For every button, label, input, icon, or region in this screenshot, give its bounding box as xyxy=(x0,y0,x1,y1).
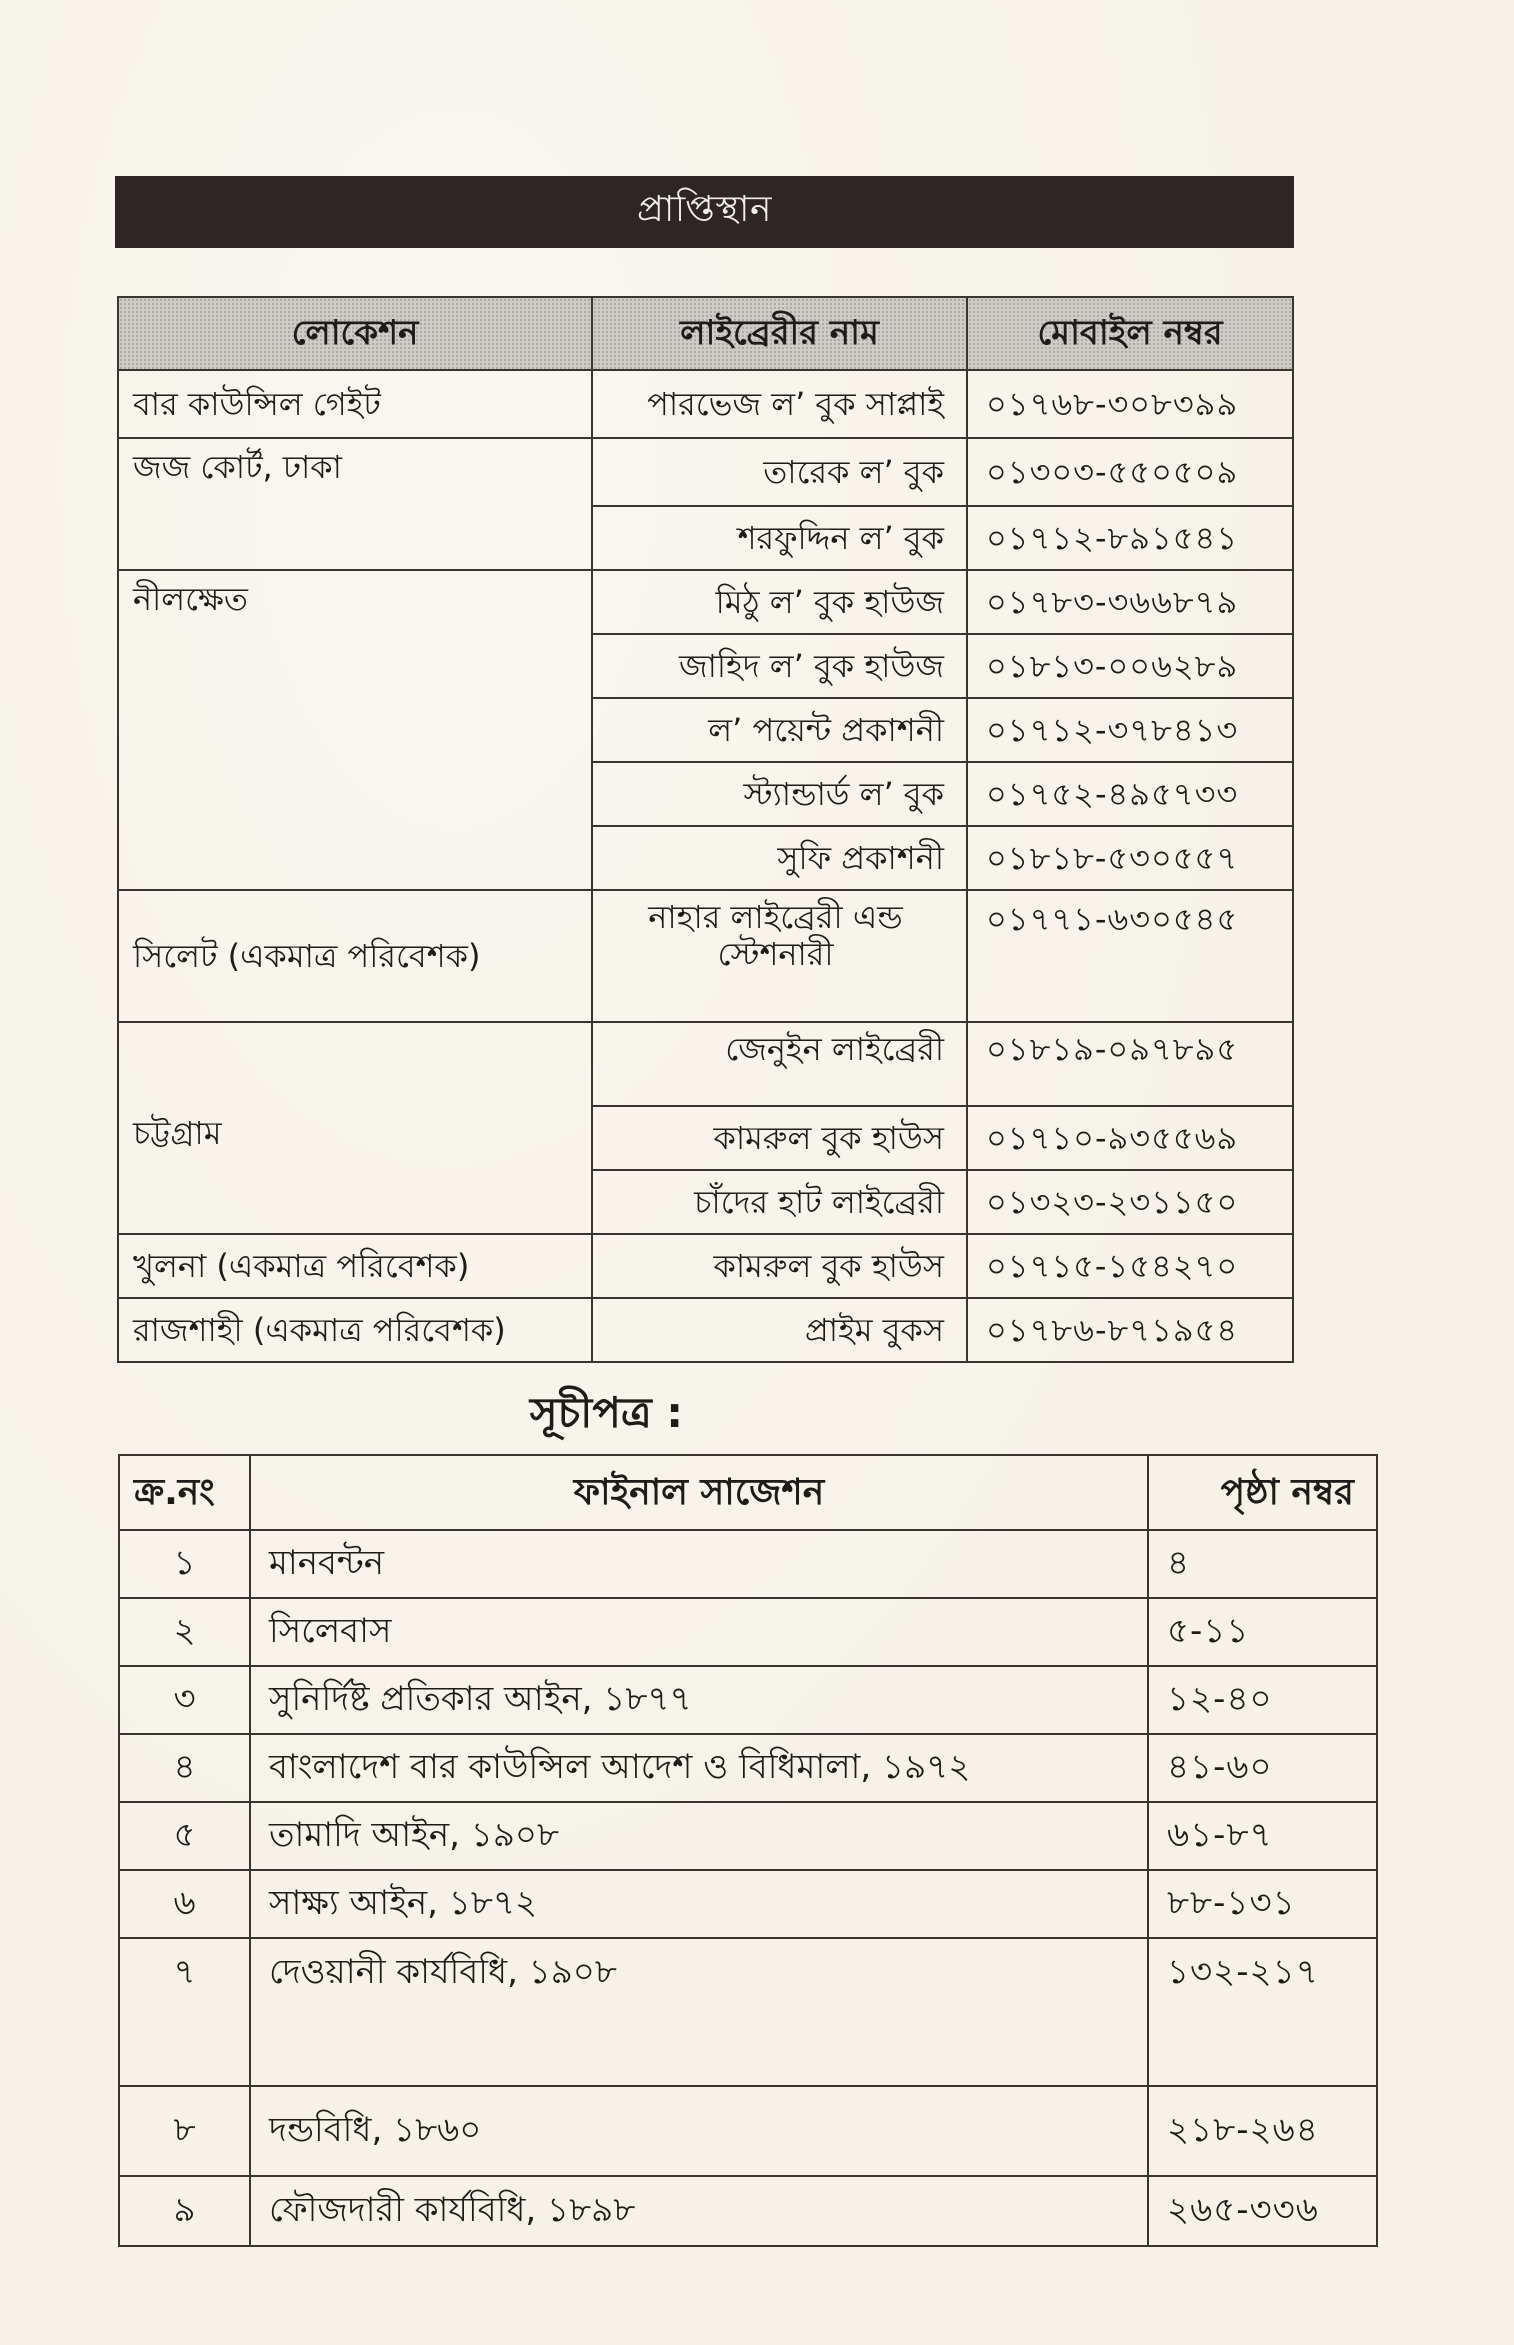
mobile-cell: ০১৮১৩-০০৬২৮৯ xyxy=(967,634,1293,698)
library-cell: নাহার লাইব্রেরী এন্ড স্টেশনারী xyxy=(592,890,967,1022)
mobile-cell: ০১৮১৯-০৯৭৮৯৫ xyxy=(967,1022,1293,1106)
outlets-table xyxy=(117,296,1294,1363)
location-cell: জজ কোর্ট, ঢাকা xyxy=(118,438,592,570)
index-row xyxy=(119,2086,1377,2176)
page-cell: ৪ xyxy=(1148,1530,1377,1598)
page-cell: ৫-১১ xyxy=(1148,1598,1377,1666)
serial-cell: ৯ xyxy=(119,2176,250,2246)
location-cell: চট্টগ্রাম xyxy=(118,1022,592,1234)
title-cell: সুনির্দিষ্ট প্রতিকার আইন, ১৮৭৭ xyxy=(250,1666,1148,1734)
table-row xyxy=(118,1022,1293,1106)
serial-cell: ৩ xyxy=(119,1666,250,1734)
title-cell: ফৌজদারী কার্যবিধি, ১৮৯৮ xyxy=(250,2176,1148,2246)
page-cell: ৪১-৬০ xyxy=(1148,1734,1377,1802)
title-cell: দন্ডবিধি, ১৮৬০ xyxy=(250,2086,1148,2176)
mobile-cell: ০১৭১৫-১৫৪২৭০ xyxy=(967,1234,1293,1298)
header-serial: ক্র.নং xyxy=(119,1455,250,1530)
mobile-cell: ০১৩২৩-২৩১১৫০ xyxy=(967,1170,1293,1234)
location-cell: বার কাউন্সিল গেইট xyxy=(118,370,592,438)
serial-cell: ৬ xyxy=(119,1870,250,1938)
mobile-cell: ০১৭৫২-৪৯৫৭৩৩ xyxy=(967,762,1293,826)
location-cell: নীলক্ষেত xyxy=(118,570,592,890)
header-title: ফাইনাল সাজেশন xyxy=(250,1455,1148,1530)
library-cell: স্ট্যান্ডার্ড ল’ বুক xyxy=(592,762,967,826)
table-row xyxy=(118,570,1293,634)
title-cell: বাংলাদেশ বার কাউন্সিল আদেশ ও বিধিমালা, ১৯৭২ xyxy=(250,1734,1148,1802)
library-cell: পারভেজ ল’ বুক সাপ্লাই xyxy=(592,370,967,438)
index-row xyxy=(119,2176,1377,2246)
index-row xyxy=(119,1530,1377,1598)
mobile-cell: ০১৭১২-৩৭৮৪১৩ xyxy=(967,698,1293,762)
serial-cell: ২ xyxy=(119,1598,250,1666)
header-location: লোকেশন xyxy=(118,297,592,370)
title-cell: দেওয়ানী কার্যবিধি, ১৯০৮ xyxy=(250,1938,1148,2086)
library-cell: মিঠু ল’ বুক হাউজ xyxy=(592,570,967,634)
title-cell: সাক্ষ্য আইন, ১৮৭২ xyxy=(250,1870,1148,1938)
title-cell: তামাদি আইন, ১৯০৮ xyxy=(250,1802,1148,1870)
page-cell: ২১৮-২৬৪ xyxy=(1148,2086,1377,2176)
mobile-cell: ০১৭৭১-৬৩০৫৪৫ xyxy=(967,890,1293,1022)
title-cell: মানবন্টন xyxy=(250,1530,1148,1598)
index-header-row xyxy=(119,1455,1377,1530)
serial-cell: ৪ xyxy=(119,1734,250,1802)
library-cell: কামরুল বুক হাউস xyxy=(592,1106,967,1170)
page-cell: ৬১-৮৭ xyxy=(1148,1802,1377,1870)
library-cell: সুফি প্রকাশনী xyxy=(592,826,967,890)
mobile-cell: ০১৭৬৮-৩০৮৩৯৯ xyxy=(967,370,1293,438)
mobile-cell: ০১৭১০-৯৩৫৫৬৯ xyxy=(967,1106,1293,1170)
serial-cell: ৮ xyxy=(119,2086,250,2176)
serial-cell: ১ xyxy=(119,1530,250,1598)
title-cell: সিলেবাস xyxy=(250,1598,1148,1666)
index-row xyxy=(119,1666,1377,1734)
serial-cell: ৫ xyxy=(119,1802,250,1870)
library-cell: চাঁদের হাট লাইব্রেরী xyxy=(592,1170,967,1234)
index-row xyxy=(119,1938,1377,2086)
location-cell: খুলনা (একমাত্র পরিবেশক) xyxy=(118,1234,592,1298)
page-cell: ১২-৪০ xyxy=(1148,1666,1377,1734)
library-cell: জেনুইন লাইব্রেরী xyxy=(592,1022,967,1106)
page-cell: ১৩২-২১৭ xyxy=(1148,1938,1377,2086)
index-row xyxy=(119,1870,1377,1938)
header-page: পৃষ্ঠা নম্বর xyxy=(1148,1455,1377,1530)
outlets-banner xyxy=(115,176,1294,248)
library-cell: ল’ পয়েন্ট প্রকাশনী xyxy=(592,698,967,762)
library-cell: তারেক ল’ বুক xyxy=(592,438,967,506)
table-row xyxy=(118,1298,1293,1362)
mobile-cell: ০১৭৮৬-৮৭১৯৫৪ xyxy=(967,1298,1293,1362)
mobile-cell: ০১৩০৩-৫৫০৫০৯ xyxy=(967,438,1293,506)
mobile-cell: ০১৭৮৩-৩৬৬৮৭৯ xyxy=(967,570,1293,634)
location-cell: রাজশাহী (একমাত্র পরিবেশক) xyxy=(118,1298,592,1362)
index-table xyxy=(118,1454,1378,2247)
index-row xyxy=(119,1734,1377,1802)
location-cell: সিলেট (একমাত্র পরিবেশক) xyxy=(118,890,592,1022)
header-library: লাইব্রেরীর নাম xyxy=(592,297,967,370)
index-title: সূচীপত্র : xyxy=(529,1388,684,1437)
outlets-header-row xyxy=(118,297,1293,370)
table-row xyxy=(118,1234,1293,1298)
index-row xyxy=(119,1802,1377,1870)
header-mobile: মোবাইল নম্বর xyxy=(967,297,1293,370)
library-cell: শরফুদ্দিন ল’ বুক xyxy=(592,506,967,570)
mobile-cell: ০১৭১২-৮৯১৫৪১ xyxy=(967,506,1293,570)
table-row xyxy=(118,438,1293,506)
mobile-cell: ০১৮১৮-৫৩০৫৫৭ xyxy=(967,826,1293,890)
library-cell: প্রাইম বুকস xyxy=(592,1298,967,1362)
table-row xyxy=(118,890,1293,1022)
library-cell: কামরুল বুক হাউস xyxy=(592,1234,967,1298)
page-cell: ৮৮-১৩১ xyxy=(1148,1870,1377,1938)
table-row xyxy=(118,370,1293,438)
page-cell: ২৬৫-৩৩৬ xyxy=(1148,2176,1377,2246)
serial-cell: ৭ xyxy=(119,1938,250,2086)
library-cell: জাহিদ ল’ বুক হাউজ xyxy=(592,634,967,698)
outlets-title: প্রাপ্তিস্থান xyxy=(637,189,772,230)
index-row xyxy=(119,1598,1377,1666)
